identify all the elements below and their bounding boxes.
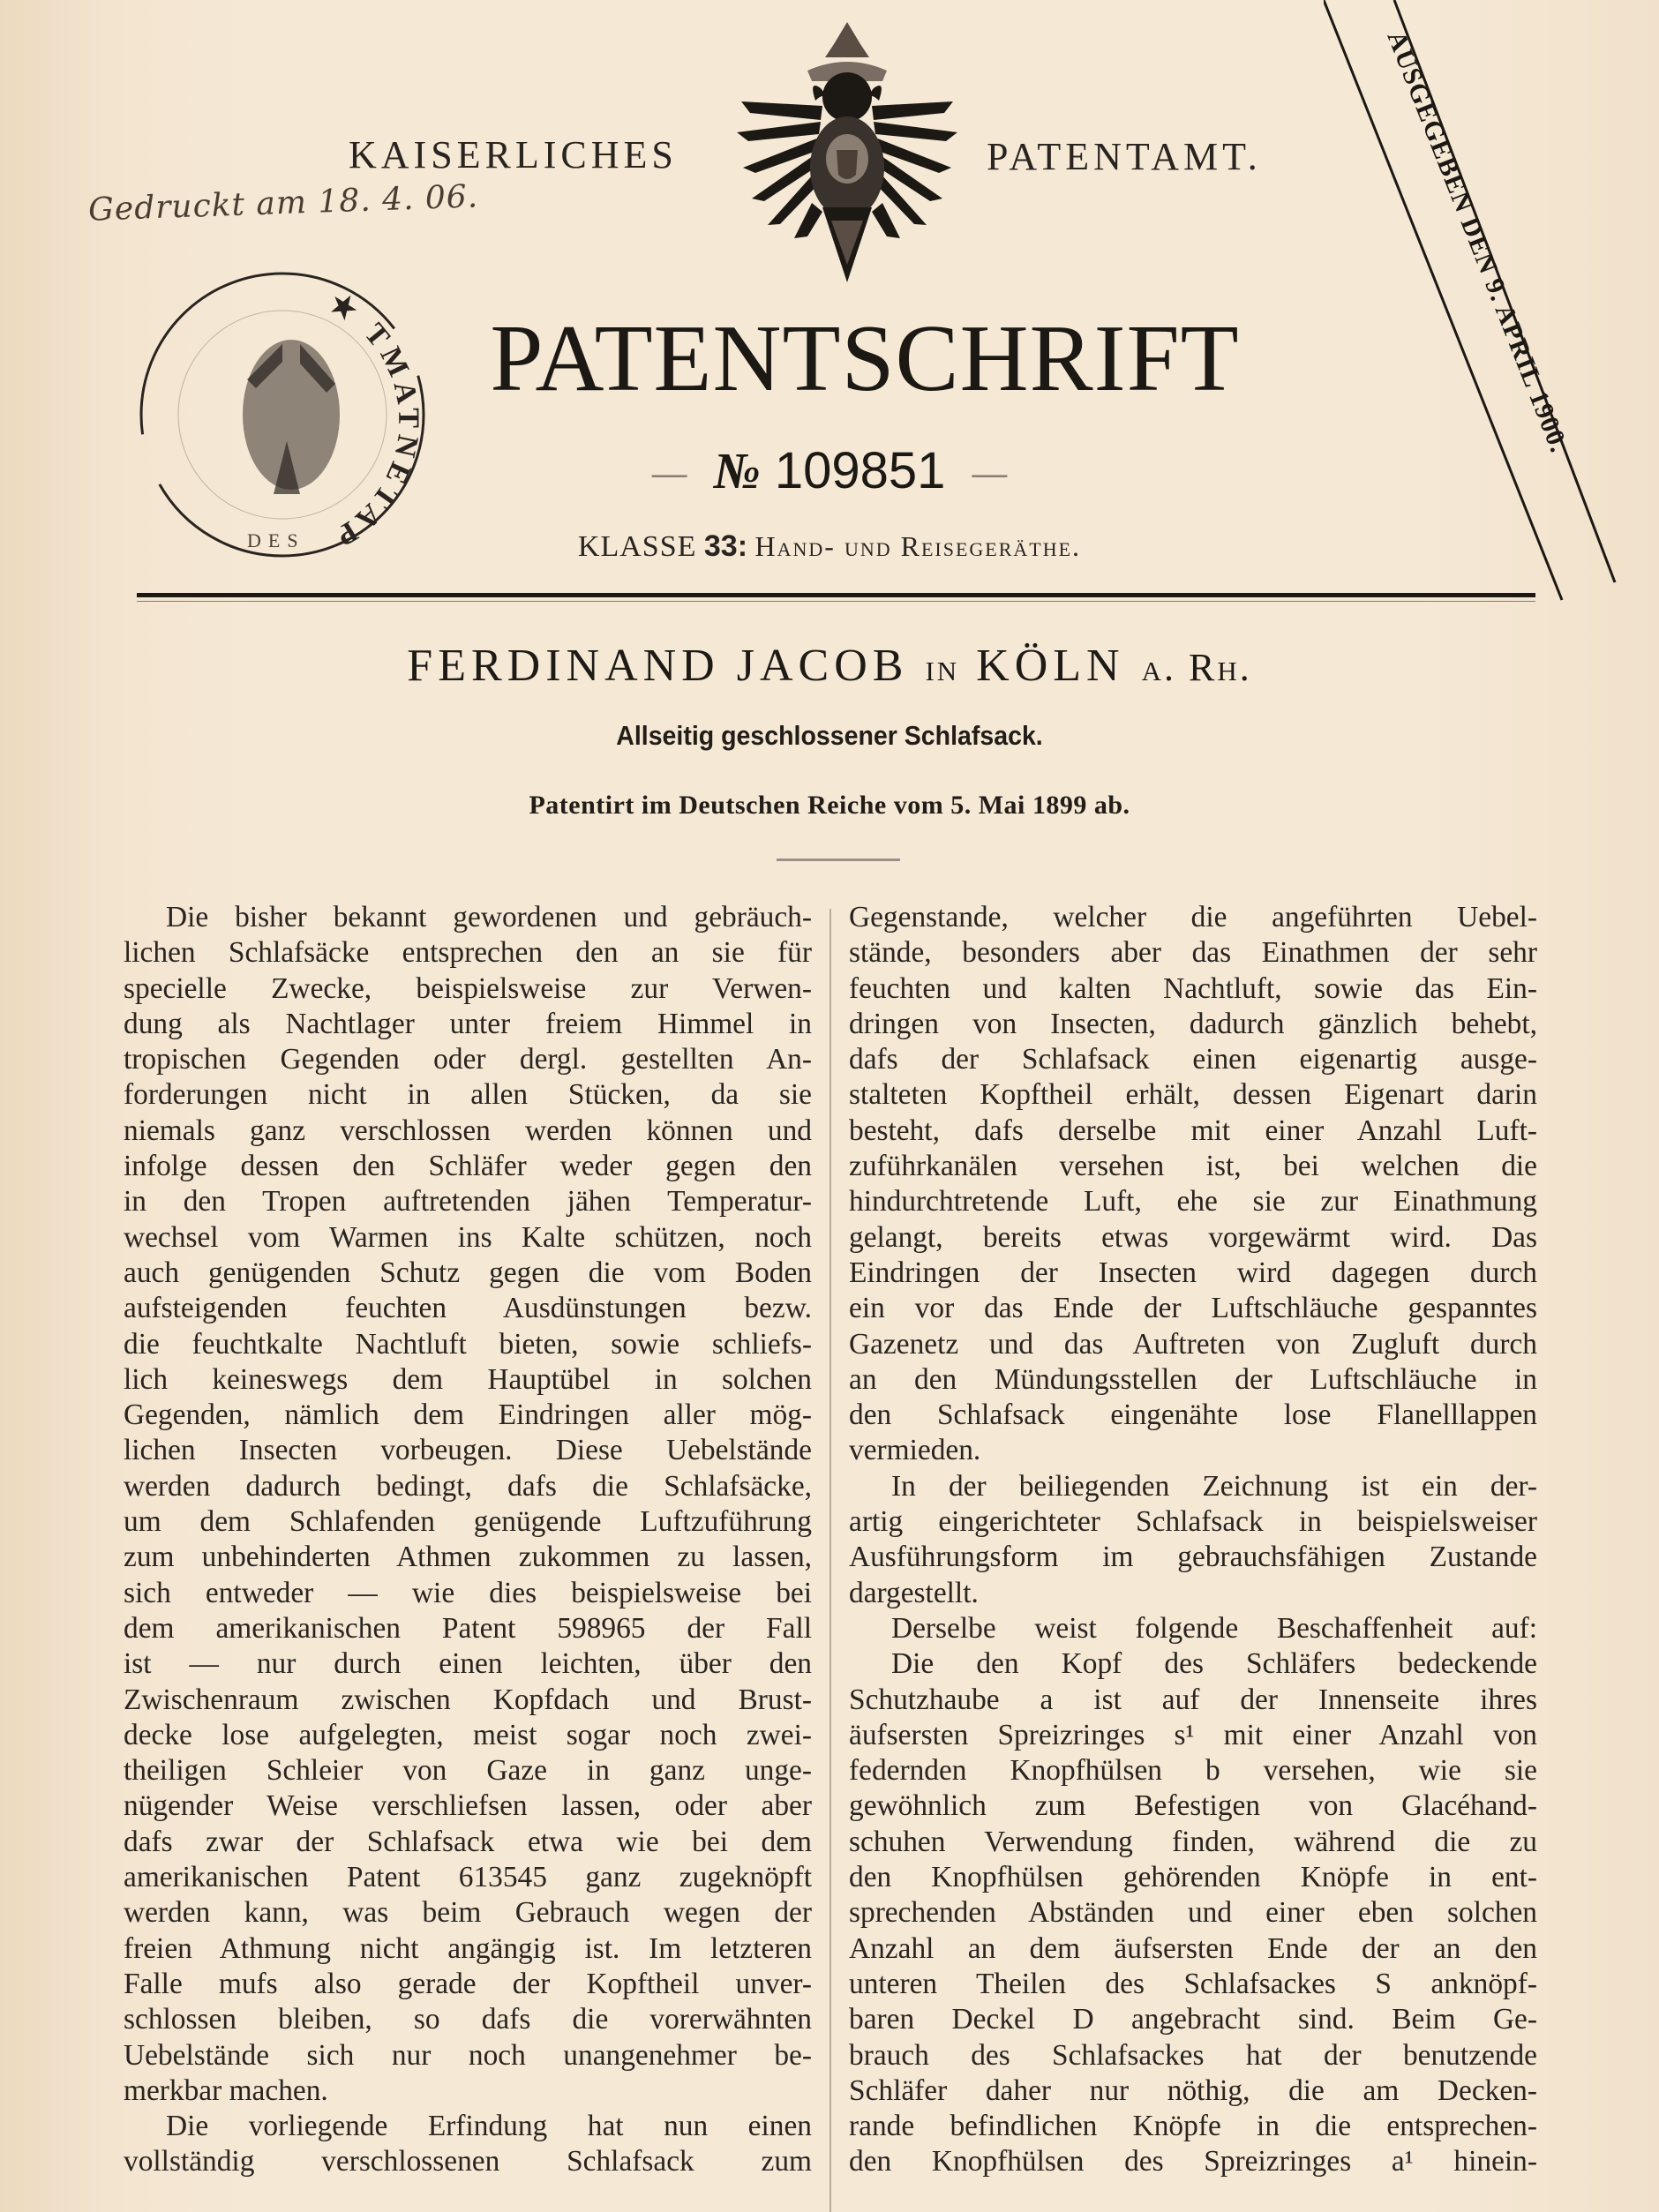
- text-line: theiligen Schleier von Gaze in ganz unge-: [124, 1754, 812, 1788]
- header-patentamt: PATENTAMT.: [987, 135, 1262, 178]
- text-line: äufsersten Spreizringes s¹ mit einer Anzahl von: [849, 1718, 1537, 1751]
- text-line: den Knopfhülsen des Spreizringes a¹ hinein-: [849, 2145, 1537, 2178]
- text-line: In der beiliegenden Zeichnung ist ein der-: [891, 1469, 1537, 1503]
- dash-left: —: [651, 454, 687, 494]
- inventor-city: KÖLN: [976, 641, 1125, 691]
- text-column-left: [124, 900, 812, 2180]
- text-line: specielle Zwecke, beispielsweise zur Verwen-: [124, 971, 812, 1005]
- number-sign: №: [713, 442, 761, 499]
- text-line: schuhen Verwendung finden, während die zu: [849, 1825, 1537, 1858]
- text-line: zuführkanälen versehen ist, bei welchen die: [849, 1150, 1537, 1183]
- text-line: Derselbe weist folgende Beschaffenheit auf:: [891, 1611, 1537, 1645]
- text-line: in den Tropen auftretenden jähen Temperatur-: [124, 1185, 812, 1218]
- dash-right: —: [972, 454, 1008, 494]
- inventor-in: in: [925, 646, 960, 689]
- text-line: lichen Schlafsäcke entsprechen den an sie für: [124, 936, 812, 970]
- text-line: dringen von Insecten, dadurch gänzlich behebt,: [849, 1007, 1537, 1040]
- klasse-label: KLASSE: [577, 530, 697, 563]
- text-line: Uebelstände sich nur noch unangenehmer be-: [124, 2038, 812, 2072]
- text-line: stalteten Kopftheil erhält, dessen Eigenart darin: [849, 1078, 1537, 1112]
- text-line: dargestellt.: [849, 1576, 979, 1609]
- text-line: den Schlafsack eingenähte lose Flanelllappen: [849, 1398, 1537, 1432]
- text-line: an den Mündungsstellen der Luftschläuche in: [849, 1362, 1537, 1396]
- svg-text:AUSGEGEBEN DEN 9. APRIL 1900.: AUSGEGEBEN DEN 9. APRIL 1900.: [1381, 26, 1574, 457]
- klasse-number: 33:: [703, 529, 748, 563]
- text-line: Zwischenraum zwischen Kopfdach und Brust-: [124, 1683, 812, 1716]
- handwritten-note: Gedruckt am 18. 4. 06.: [87, 178, 479, 229]
- svg-text:★ TMATNETAP: ★ TMATNETAP: [323, 286, 425, 555]
- inventor-region: a. Rh.: [1141, 646, 1252, 689]
- text-line: artig eingerichteter Schlafsack in beispielsweiser: [849, 1505, 1537, 1539]
- header-kaiserliches: KAISERLICHES: [349, 133, 678, 176]
- text-line: Ausführungsform im gebrauchsfähigen Zustande: [849, 1541, 1537, 1574]
- title-text: PATENTSCHRIFT: [490, 306, 1240, 411]
- text-line: Falle mufs also gerade der Kopftheil unver-: [124, 1967, 812, 2000]
- text-line: gelangt, bereits etwas vorgewärmt wird. Das: [849, 1220, 1537, 1254]
- text-line: dem amerikanischen Patent 598965 der Fall: [124, 1611, 812, 1645]
- text-line: dung als Nachtlager unter freiem Himmel in: [124, 1007, 812, 1040]
- text-line: baren Deckel D angebracht sind. Beim Ge-: [849, 2003, 1537, 2036]
- issued-date-band: [1324, 0, 1624, 618]
- text-line: besteht, dafs derselbe mit einer Anzahl Luft-: [849, 1113, 1537, 1147]
- text-line: ein vor das Ende der Luftschläuche gespanntes: [849, 1292, 1537, 1325]
- svg-text:DES: DES: [247, 529, 305, 551]
- text-line: Eindringen der Insecten wird dagegen durch: [849, 1256, 1537, 1289]
- text-line: die feuchtkalte Nachtluft bieten, sowie schliefs-: [124, 1327, 812, 1361]
- text-line: brauch des Schlafsackes hat der benutzende: [849, 2038, 1537, 2072]
- text-line: niemals ganz verschlossen werden können und: [124, 1113, 812, 1147]
- text-line: Die den Kopf des Schläfers bedeckende: [891, 1647, 1537, 1681]
- inventor-name: FERDINAND JACOB: [407, 641, 909, 691]
- text-line: sich entweder — wie dies beispielsweise bei: [124, 1576, 812, 1609]
- text-line: werden dadurch bedingt, dafs die Schlafsäcke,: [124, 1469, 812, 1503]
- text-line: dafs der Schlafsack einen eigenartig ausge-: [849, 1043, 1537, 1076]
- text-line: ist — nur durch einen leichten, über den: [124, 1647, 812, 1681]
- text-line: auch genügenden Schutz gegen die vom Boden: [124, 1256, 812, 1289]
- text-line: federnden Knopfhülsen b versehen, wie sie: [849, 1754, 1537, 1788]
- text-line: lich keineswegs dem Hauptübel in solchen: [124, 1362, 812, 1396]
- text-line: infolge dessen den Schläfer weder gegen den: [124, 1150, 812, 1183]
- text-line: sprechenden Abständen und einer eben solchen: [849, 1896, 1537, 1930]
- text-line: Gazenetz und das Auftreten von Zugluft durch: [849, 1327, 1537, 1361]
- text-line: tropischen Gegenden oder dergl. gestellten An-: [124, 1043, 812, 1076]
- patent-number-value: 109851: [774, 442, 946, 499]
- text-line: Gegenden, nämlich dem Eindringen aller mög-: [124, 1398, 812, 1432]
- text-line: unteren Theilen des Schlafsackes S anknöpf-: [849, 1967, 1537, 2000]
- text-line: forderungen nicht in allen Stücken, da sie: [124, 1078, 812, 1112]
- text-line: werden kann, was beim Gebrauch wegen der: [124, 1896, 812, 1930]
- text-line: Anzahl an dem äufsersten Ende der an den: [849, 1931, 1537, 1965]
- text-line: merkbar machen.: [124, 2073, 328, 2107]
- text-line: zum unbehinderten Athmen zukommen zu lassen,: [124, 1541, 812, 1574]
- text-line: den Knopfhülsen gehörenden Knöpfe in ent-: [849, 1861, 1537, 1894]
- klasse-description: Hand- und Reisegeräthe.: [754, 530, 1082, 562]
- section-rule: [777, 859, 900, 861]
- text-column-right: [849, 900, 1537, 2180]
- text-line: wechsel vom Warmen ins Kalte schützen, noch: [124, 1220, 812, 1254]
- imperial-eagle-icon: [724, 9, 971, 291]
- text-line: hindurchtretende Luft, ehe sie zur Einathmung: [849, 1185, 1537, 1218]
- text-line: gewöhnlich zum Befestigen von Glacéhand-: [849, 1789, 1537, 1823]
- text-line: vollständig verschlossenen Schlafsack zum: [124, 2145, 812, 2178]
- text-line: decke lose aufgelegten, meist sogar noch zwei-: [124, 1718, 812, 1751]
- text-line: freien Athmung nicht angängig ist. Im letzteren: [124, 1931, 812, 1965]
- column-divider: [830, 909, 831, 2212]
- text-line: rande befindlichen Knöpfe in die entsprechen-: [849, 2110, 1537, 2143]
- text-line: amerikanischen Patent 613545 ganz zugeknöpft: [124, 1861, 812, 1894]
- text-line: Die vorliegende Erfindung hat nun einen: [166, 2110, 812, 2143]
- text-line: Schutzhaube a ist auf der Innenseite ihres: [849, 1683, 1537, 1716]
- invention-title: Allseitig geschlossener Schlafsack.: [616, 720, 1043, 751]
- text-line: nügender Weise verschliefsen lassen, oder aber: [124, 1789, 812, 1823]
- inventor-line: [0, 640, 1659, 692]
- text-line: um dem Schlafenden genügende Luftzuführung: [124, 1505, 812, 1539]
- text-line: Die bisher bekannt gewordenen und gebräuch-: [166, 901, 812, 934]
- text-line: lichen Insecten vorbeugen. Diese Uebelstände: [124, 1434, 812, 1467]
- text-line: Schläfer daher nur nöthig, die am Decken-: [849, 2073, 1537, 2107]
- text-line: dafs zwar der Schlafsack etwa wie bei dem: [124, 1825, 812, 1858]
- text-line: feuchten und kalten Nachtluft, sowie das Ein-: [849, 971, 1537, 1005]
- text-line: vermieden.: [849, 1434, 981, 1467]
- text-line: stände, besonders aber das Einathmen der sehr: [849, 936, 1537, 970]
- patented-date-line: Patentirt im Deutschen Reiche vom 5. Mai 1899 ab.: [529, 791, 1130, 820]
- text-line: Gegenstande, welcher die angeführten Uebel-: [849, 901, 1537, 934]
- text-line: aufsteigenden feuchten Ausdünstungen bezw.: [124, 1292, 812, 1325]
- text-line: schlossen bleiben, so dafs die vorerwähnten: [124, 2003, 812, 2036]
